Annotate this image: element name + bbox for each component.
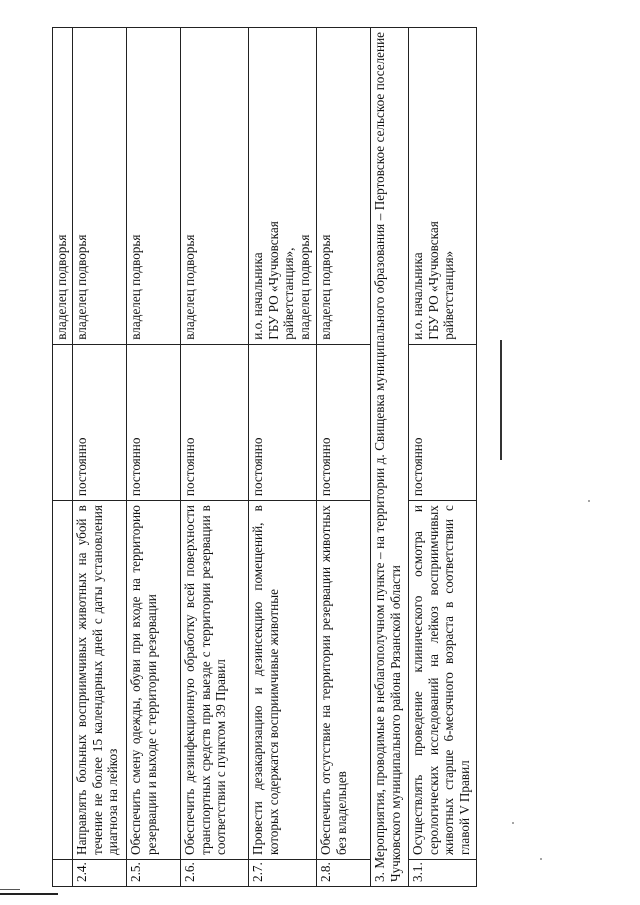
signature-line <box>500 340 502 460</box>
section-heading-row <box>371 28 409 887</box>
table-row <box>73 28 127 887</box>
cell-text: Осуществлять проведение клинического осмотра и серологических исследований на лейкоз восприимчивых животных старше 6-месячного возраста в соответствии с главой V Правил <box>409 501 477 860</box>
measures-table <box>52 27 477 887</box>
cell-num: 2.7. <box>249 859 317 886</box>
scan-speck <box>588 500 590 502</box>
cell-term: постоянно <box>317 344 371 500</box>
cell-text: Обеспечить дезинфекционную обработку всей поверхности транспортных средств при выезде с территории резервации в соответствии с пунктом 39 Правил <box>181 501 249 860</box>
cell-term: постоянно <box>409 344 477 500</box>
cell-responsible: и.о. начальника ГБУ РО «Чучковская райветстанция» <box>409 28 477 345</box>
table-row <box>53 28 73 887</box>
cell-responsible: владелец подворья <box>53 28 73 345</box>
cell-num: 2.8. <box>317 859 371 886</box>
cell-responsible: и.о. начальника ГБУ РО «Чучковская райветстанция», владелец подворья <box>249 28 317 345</box>
cell-responsible: владелец подворья <box>181 28 249 345</box>
scan-edge-mark <box>0 889 20 890</box>
cell-text: Обеспечить смену одежды, обуви при входе на территорию резервации и выходе с территории резервации <box>127 501 181 860</box>
cell-term: постоянно <box>127 344 181 500</box>
cell-responsible: владелец подворья <box>127 28 181 345</box>
cell-num: 2.4. <box>73 859 127 886</box>
scan-edge-mark <box>0 893 58 895</box>
section-heading: 3. Мероприятия, проводимые в неблагополучном пункте – на территории д. Свищевка муниципального образования – Пертовское сельское поселение Чучковского муниципального района Рязанской области <box>371 28 409 887</box>
cell-term: постоянно <box>249 344 317 500</box>
cell-num: 3.1. <box>409 859 477 886</box>
cell-text: Обеспечить отсутствие на территории резервации животных без владельцев <box>317 501 371 860</box>
cell-text: Направлять больных восприимчивых животных на убой в течение не более 15 календарных дней с даты установления диагноза на лейкоз <box>73 501 127 860</box>
table-row <box>409 28 477 887</box>
cell-text: Провести дезакаризацию и дезинсекцию помещений, в которых содержатся восприимчивые животные <box>249 501 317 860</box>
table-row <box>249 28 317 887</box>
cell-text <box>53 501 73 860</box>
table-row <box>317 28 371 887</box>
cell-term <box>53 344 73 500</box>
table-row <box>127 28 181 887</box>
cell-num <box>53 859 73 886</box>
scan-speck <box>512 822 514 824</box>
table-row <box>181 28 249 887</box>
cell-term: постоянно <box>181 344 249 500</box>
cell-num: 2.6. <box>181 859 249 886</box>
cell-responsible: владелец подворья <box>317 28 371 345</box>
rotated-page <box>52 27 597 887</box>
cell-num: 2.5. <box>127 859 181 886</box>
cell-responsible: владелец подворья <box>73 28 127 345</box>
scan-speck <box>540 858 542 860</box>
cell-term: постоянно <box>73 344 127 500</box>
